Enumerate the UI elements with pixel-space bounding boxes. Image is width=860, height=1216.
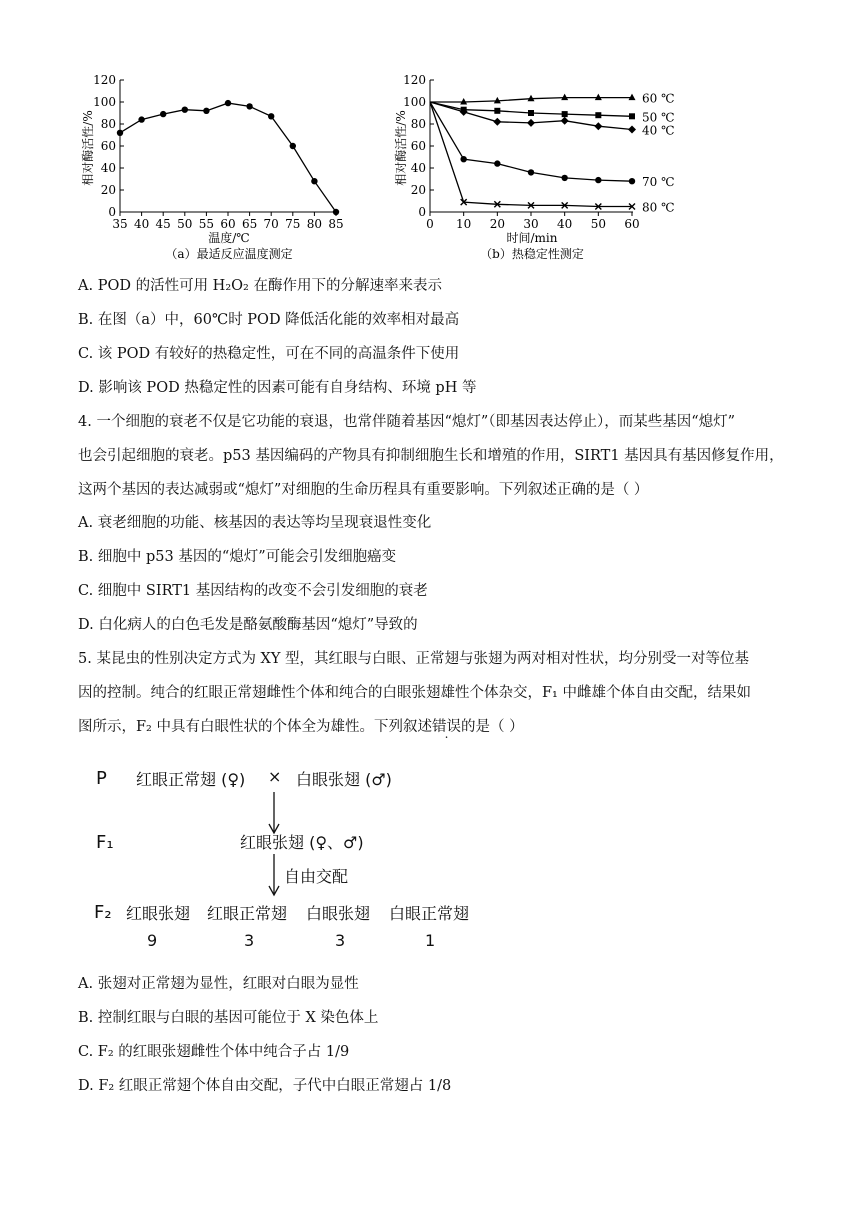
x-tick-label: 0	[426, 217, 434, 231]
f2-phenotype: 白眼张翅	[306, 904, 371, 923]
f2-generation-label: F₂	[94, 902, 112, 923]
data-point	[494, 160, 500, 166]
data-point	[138, 116, 144, 122]
q4-stem-line2: 也会引起细胞的衰老。p53 基因编码的产物具有抑制细胞生长和增殖的作用，SIRT1 基因具有基因修复作用，	[78, 448, 784, 464]
data-point	[628, 126, 636, 134]
f2-phenotype: 白眼正常翅	[389, 904, 470, 923]
data-point	[160, 111, 166, 117]
x-tick-label: 60	[220, 217, 236, 231]
q4-option-a: A. 衰老细胞的功能、核基因的表达等均呈现衰退性变化	[78, 515, 432, 531]
data-point	[595, 94, 602, 101]
x-tick-label: 60	[624, 217, 640, 231]
y-tick-label: 40	[100, 161, 116, 175]
data-point	[527, 119, 535, 127]
data-point	[182, 107, 188, 113]
data-point	[290, 143, 296, 149]
f1-offspring: 红眼张翅 (♀、♂)	[240, 833, 364, 852]
y-tick-label: 80	[410, 117, 426, 131]
series-label: 40 ℃	[642, 123, 675, 138]
f2-ratio: 3	[244, 931, 255, 950]
x-tick-label: 70	[263, 217, 279, 231]
q5-stem-line2: 因的控制。纯合的红眼正常翅雌性个体和纯合的白眼张翅雄性个体杂交，F₁ 中雌雄个体自由交配，结果如	[78, 685, 751, 701]
x-tick-label: 35	[112, 217, 128, 231]
f2-ratio: 9	[147, 931, 158, 950]
x-tick-label: 40	[133, 217, 150, 231]
chart-caption: （a）最适反应温度测定	[165, 247, 293, 261]
p-generation-label: P	[96, 768, 107, 789]
y-axis-label: 相对酶活性/%	[81, 110, 95, 186]
x-axis-label: 时间/min	[506, 231, 558, 245]
y-tick-label: 0	[108, 205, 116, 219]
data-point	[594, 122, 602, 130]
data-point	[311, 178, 317, 184]
x-tick-label: 10	[456, 217, 472, 231]
p-male-parent: 白眼张翅 (♂)	[296, 770, 392, 789]
f2-phenotype: 红眼正常翅	[207, 904, 288, 923]
y-tick-label: 120	[403, 73, 426, 87]
data-point	[493, 118, 501, 126]
x-tick-label: 80	[306, 217, 323, 231]
data-point	[528, 95, 535, 102]
q5-stem-line3	[78, 717, 524, 737]
x-tick-label: 50	[590, 217, 606, 231]
y-tick-label: 40	[410, 161, 426, 175]
x-tick-label: 20	[489, 217, 505, 231]
mating-label: 自由交配	[284, 867, 349, 886]
q5-option-c: C. F₂ 的红眼张翅雌性个体中纯合子占 1/9	[78, 1044, 350, 1060]
q5-option-a: A. 张翅对正常翅为显性，红眼对白眼为显性	[78, 976, 359, 992]
q5-emphasis-word: 错误	[431, 719, 461, 735]
y-tick-label: 20	[410, 183, 426, 197]
y-tick-label: 120	[93, 73, 116, 87]
f2-ratio: 1	[425, 931, 436, 950]
series-label: 50 ℃	[642, 110, 675, 125]
q4-stem-line1: 4. 一个细胞的衰老不仅是它功能的衰退，也常伴随着基因“熄灯”（即基因表达停止），而某些基因“熄灯”	[78, 414, 736, 430]
y-axis-label: 相对酶活性/%	[394, 110, 408, 186]
q4-option-d: D. 白化病人的白色毛发是酪氨酸酶基因“熄灯”导致的	[78, 617, 418, 633]
cross-symbol: ×	[268, 767, 282, 786]
data-point	[268, 113, 274, 119]
y-tick-label: 0	[418, 205, 426, 219]
series-label: 70 ℃	[642, 175, 675, 190]
y-tick-label: 100	[403, 95, 426, 109]
x-tick-label: 75	[285, 217, 301, 231]
data-point	[595, 112, 601, 118]
data-point	[561, 175, 567, 181]
y-tick-label: 60	[410, 139, 426, 153]
f2-phenotype: 红眼张翅	[126, 904, 191, 923]
q3-option-d: D. 影响该 POD 热稳定性的因素可能有自身结构、环境 pH 等	[78, 380, 477, 396]
f2-ratio: 3	[335, 931, 346, 950]
x-tick-label: 55	[198, 217, 215, 231]
q5-stem-line3-post: 的是（ ）	[460, 719, 524, 735]
x-tick-label: 85	[328, 217, 344, 231]
series-line	[120, 103, 336, 212]
data-point	[460, 98, 467, 105]
data-point	[225, 100, 231, 106]
chart-caption: （b）热稳定性测定	[480, 247, 584, 261]
data-point	[629, 113, 635, 119]
data-point	[203, 108, 209, 114]
data-point	[561, 94, 568, 101]
data-point	[562, 111, 568, 117]
data-point	[333, 209, 339, 215]
q5-stem-line1: 5. 某昆虫的性别决定方式为 XY 型，其红眼与白眼、正常翅与张翅为两对相对性状，均分别受一对等位基	[78, 651, 750, 667]
data-point	[528, 110, 534, 116]
q5-option-d: D. F₂ 红眼正常翅个体自由交配，子代中白眼正常翅占 1/8	[78, 1078, 452, 1094]
q4-option-b: B. 细胞中 p53 基因的“熄灯”可能会引发细胞癌变	[78, 549, 397, 565]
y-tick-label: 80	[100, 117, 116, 131]
x-axis-label: 温度/℃	[208, 231, 250, 245]
q4-option-c: C. 细胞中 SIRT1 基因结构的改变不会引发细胞的衰老	[78, 583, 428, 599]
data-point	[561, 117, 569, 125]
x-tick-label: 65	[241, 217, 258, 231]
data-point	[629, 94, 636, 101]
y-tick-label: 100	[93, 95, 116, 109]
x-tick-label: 40	[557, 217, 573, 231]
x-tick-label: 30	[523, 217, 539, 231]
series-label: 80 ℃	[642, 200, 675, 215]
series-label: 60 ℃	[642, 91, 675, 106]
x-tick-label: 50	[177, 217, 193, 231]
data-point	[595, 177, 601, 183]
q3-option-c: C. 该 POD 有较好的热稳定性，可在不同的高温条件下使用	[78, 346, 460, 362]
down-arrow-icon	[264, 852, 284, 898]
y-tick-label: 20	[100, 183, 116, 197]
data-point	[246, 103, 252, 109]
q5-stem-line3-pre: 图所示，F₂ 中具有白眼性状的个体全为雄性。下列叙述	[78, 719, 432, 735]
f1-generation-label: F₁	[96, 832, 114, 853]
x-tick-label: 45	[155, 217, 171, 231]
y-tick-label: 60	[100, 139, 116, 153]
data-point	[494, 108, 500, 114]
chart-optimal-temperature	[70, 70, 370, 270]
q5-option-b: B. 控制红眼与白眼的基因可能位于 X 染色体上	[78, 1010, 379, 1026]
q3-option-b: B. 在图（a）中，60℃时 POD 降低活化能的效率相对最高	[78, 312, 460, 328]
data-point	[629, 178, 635, 184]
q4-stem-line3: 这两个基因的表达减弱或“熄灯”对细胞的生命历程具有重要影响。下列叙述正确的是（ ）	[78, 482, 649, 498]
data-point	[460, 156, 466, 162]
p-female-parent: 红眼正常翅 (♀)	[136, 770, 246, 789]
chart-thermal-stability	[390, 70, 700, 270]
q3-option-a: A. POD 的活性可用 H₂O₂ 在酶作用下的分解速率来表示	[78, 278, 442, 294]
data-point	[528, 169, 534, 175]
data-point	[117, 130, 123, 136]
